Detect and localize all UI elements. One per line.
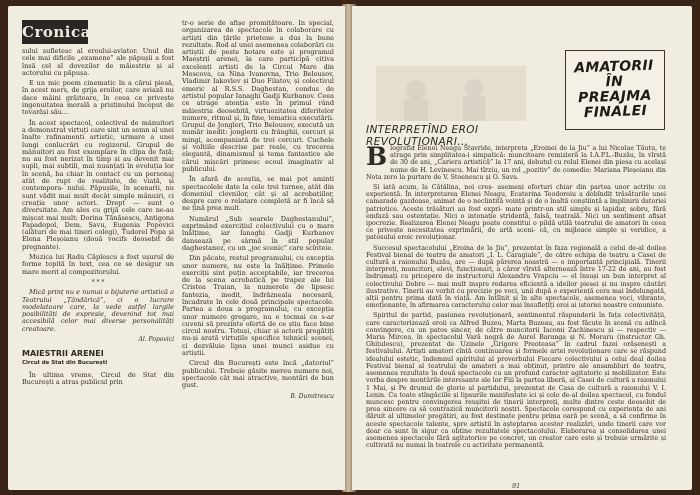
- section-separator: * * *: [91, 278, 105, 286]
- article-subtitle: INTERPRETÎND EROI REVOLUȚIONARI...: [366, 124, 479, 148]
- right-article-body: [366, 145, 666, 453]
- paragraph-text: iografia Elenei Neagu Stavride, interpreta „Eroinei de la Jiu” a lui Nicolae Tăutu, te atrage prin simplitatea-i simpatică: muncitoare remizieră la I.A.P.L.-Buzău, în vîrstă de 30 de ani, „Cariera artistică” la 17 ani, debutul cu rolul Elenei din piesa cu același nume de H. Lovinescu. Mai tîrziu, un rol „pozitiv” de comedie: Mariana Pleșoianu din Nota zero la purtare de V. Stoenescu și O. Sava.: [366, 145, 666, 181]
- paragraph: sului sufletesc al eroului-aviator. Unul din cele mai dificile „examene” ale păpușii a fost însă cel al dovezilor de măiestrie și al actorului cu păpușa.: [22, 48, 174, 77]
- drop-cap: B: [366, 145, 388, 171]
- paragraph: În ultima vreme, Circul de Stat din București a atras publicul prin: [22, 370, 174, 386]
- article-title: AMATORII ÎN PREAJMA FINALEI: [574, 57, 655, 122]
- paragraph: Numărul „Sub soarele Daghestanului”, exprimând exercițiul colectivului cu o mare înălțime, iar Ianaghi Gadji Kurbanov dansează pe sârmă în stil popular daghestanez, cu un „joc scenic” care scînteie.: [182, 214, 334, 252]
- faded-photo: [376, 66, 526, 121]
- paragraph: Circul din București este încă „datoriul” publicului. Trebuie găsite mereu numere noi, spectacole cât mai atractive, montări de bun gust.: [182, 359, 334, 390]
- author-signature: Al. Popovici: [138, 335, 174, 343]
- paragraph: Mică prinț nu e numai o bijuterie artistică a Teatrului „Țăndărică”, ci o lucrare modelatoare care, la vede astfel largile posibilități de expresie, devenind tot mai accesibilă celor mai diverse personalități creatoare.: [22, 288, 174, 333]
- section-label-cronica: Cronica: [22, 20, 88, 44]
- paragraph: E un mic poem cinematic în a cărui piesă, în acest mers, de grija eroilor, care aviază nu dace mâini grăitoare, în ceea ce privește ingenuitatea morală a pristinului început de tovarăși său...: [22, 79, 174, 117]
- paragraph: Și iată acum, la Cătălina, noi creș- asemeni eforturi chiar din partea unor actrițe cu experiență. În interpretarea Elenei Neagu, Ecaterina Teodoroiu a dobîndit trăsăturile unei camarade gazdoase, animat de o neclintită voință și de o înaltă conștiință a împlinirii datoriei patriotice. Aceste trăsături au fost expri- mate printr-un stil simplu și lapidar, sobru, fără emfază sau ostentație. Nici o intonație stridentă, falsă, teatrală. Nici un sentiment afișat ipocrezie. Realizarea Elenei Neagu poate constitui o pildă utilă teatrului de amatori în ceea ce privește necesitatea exprimării, de artă sceni- că, cu mijloace simple și veridice, a patosului eroic revoluționar.: [366, 184, 666, 242]
- paragraph: În acest spectacol, colectivul de mânuitori a demonstrat virtuți care sint un semn al unei înalte rafinamenti artistic, urmare a unei lungi conlucrări cu regizorul. Grupul de mânuitori au fost exemplare în clipa de față; nu au fost nerizat în timp și au devenit mai supli, mai subtili, mai nuanțați în evoluția lor în scenă, ba chiar în contact cu un personaj atât de rupt de realitate, de viață, și contempora- nului. Păpușile, în scenarii, nu sunt vădit mai mult decât simple mânuiri, ci creația unor actori. Drept — sunt o diversitate. Am ales cu grijă cele care ne-au mișcat mai mult: Dorina Tănăsescu, Antigona Papadopol, Dem. Savu, Eugenia Popovici (alături de mai tineri colegi), Tudorel Popa și Elena Pleșoianu (două vocifs deosebit de pregnante).: [22, 118, 174, 251]
- paragraph: Muzica lui Radu Căplescu a fost ușurul de forme topită în text, cea ce se desigur un mare merit al compozitorului.: [22, 253, 174, 276]
- page-number: 91: [512, 482, 521, 490]
- right-page: [352, 6, 692, 490]
- paragraph: În afară de aceștia, se mai pot aminti spectacolele date la cele trei turnee, atât din domeniul clovnilor, cât și al acrobațiilor, despre care o relatare completă ar fi încă să ne țină prea mult.: [182, 175, 334, 213]
- article-subheading: Circul de Stat din București: [22, 360, 108, 367]
- left-column-2: [182, 20, 334, 482]
- left-page: [8, 6, 345, 490]
- left-column-1: [22, 48, 174, 482]
- title-box: [565, 50, 665, 130]
- author-signature: B. Dumitrescu: [290, 392, 334, 400]
- paragraph-first: [366, 145, 666, 181]
- paragraph: Spiritul de partid, pasiunea revoluționară, sentimentul răspunderii în fața colectivității, care caracterizează eroii ca Alfred Buzeu, Marta Buzeau, au fost făcute în scenă cu adîncă convingere, cu un patos sincer, de către muncitorii Iacomi Zachinescu și — respectiv — Maria Mircea, în spectacolul Vară negră de Aurel Baranga și N. Moraru (instructor Gh. Ghițulescu), prezentat de Uzinele „Grigore Preoteasa” în cadrul fazei orășenești a festivalului. Artiști amatori cîntă continuarea și formele artei revoluționare care se răspund idealului estetic, îndemnul spiritului al proverbului Fiecare colectivului a celui deal doilea Festival bienal al teatrului de amatori a mai obținut, printre ale ansambluri de teatru, asemenea rezultate în două spectacole cu un profund caracter agitatoric și mobilizator. Este vorba despre montările interesante ale lor Fiii la partea liberă, al Casei de cultură a raionului 1 Mai, și Pe drumul de glorie al partidului, prezentat de Casa de cultură a raionului V. I. Lenin. Cu toate stîngăciile și lipsurile manifestate ici și colo de-al doilea spectacol, cu fondul muncesc pentru convingerea reușitei de tinerii interpreți, multe dintre ceste deosebit de prea sincere ca să contrazică muncitorii noștri. Spectacole corespund cu experiența de ani dăruit al ultimelor pregătiri, au fost destinate pentru prima oară pe scenă, a să confirme în aceste spectacole talente, spre artiștii în așteptarea acestor realizări, unde tinerii care vor doar ca sunt în sigur ca obține rezultatele spectacolului. Elaborarea și consolidarea unei asemenea spectacole fără agitatorice pe concret, un creator care este și trebuie urmărite și cultivată nu numai în teatrele cu activitate permanentă.: [366, 312, 666, 450]
- paragraph: Succesul spectacolului „Eroina de la Jiu”, prezentat în faza regională a celui de-al doilea Festival bienal de teatru de amatori „I. L. Caragiale”, de către echipa de teatru a Casei de cultură a raionului Buzău, are — după părerea noastră — o importanță principială. Tinerii interpreți, muncitori, elevi, funcționari, a căror vîrstă alternează între 17-22 de ani, au fost îndrumați cu pricepere de instructorul Alexandru Vrapciu — el însuși un bun interpret al colectivului Dobre — mai mult inspre redarea eficientă a ideilor piesei și nu inspre căutări ilustrative. Tinerii au vorbit cu precizie pe voci, unii după o experiență cera mai îndelungată, alții pentru prima dată în viață. Am întîlnit și în alte spectacole, asemenea voci, vibrante, emoționante, în afirmarea caracterului celor mai însuflețiți eroi ai istoriei noastre comuniste.: [366, 244, 666, 310]
- article-heading: MAIESTRII ARENEI: [22, 349, 104, 359]
- paragraph: Din păcate, restul programului, cu excepția unor numere, nu este la înălțime. Primele exerciții sint puțin acceptabile, iar trecerea de la scena acrobatică pe trapez ale lui Cristea Traian, la numerele de lipsesc fantezia, inedit, îndrăzneala necesară, încadrate în cele două principale spectacole. Partea a doua a programului, cu excepția unor numere gregare, nu e tocmai ce s-ar cuveni să prezinte ofertă de ce știu face bine circul nostru. Totuși, chiar și actorii pregătiți nu-și arată virtuțile specifice tehnicii scenei, ci dezvăluie lipsa unei munci asidue cu artiștii.: [182, 254, 334, 358]
- paragraph: tr-o serie de afișe promițătoare. În special, organizarea de spectacole în colaborare cu artiști din țările prietene a dus la bune rezultate. Rod al unei asemenea colaborări cu artiștii de peste hotare este și programul Maeștrii arenei, la care participă citiva excelenți artiști de la Circul Mare din Moscova, ca Nina Ivanovna, Trio Belousov, Vladimir Iakovlev și Duo Filatov, și colectivul emeric al R.S.S. Daghestan, condus de artistul popular Ianaghi Gadji Kurbanov. Ceea ce atrage atenția este în primul rând măiestria deosebită, virtuozitatea diferitelor numere, ritmul și, în fine, tematica executării. Grupul de Jongleri, Trio Belousov, execută un număr inedit: jonglerii cu frânghii, cercuri și mingi, acompaniată de trei cercuri. Cuchele și voltiile descrise par reale, cu trecerea elegantă, dinamismul și tema fantastice ale cărui mișcări primesc ecoul imaginativ al publicului.: [182, 20, 334, 173]
